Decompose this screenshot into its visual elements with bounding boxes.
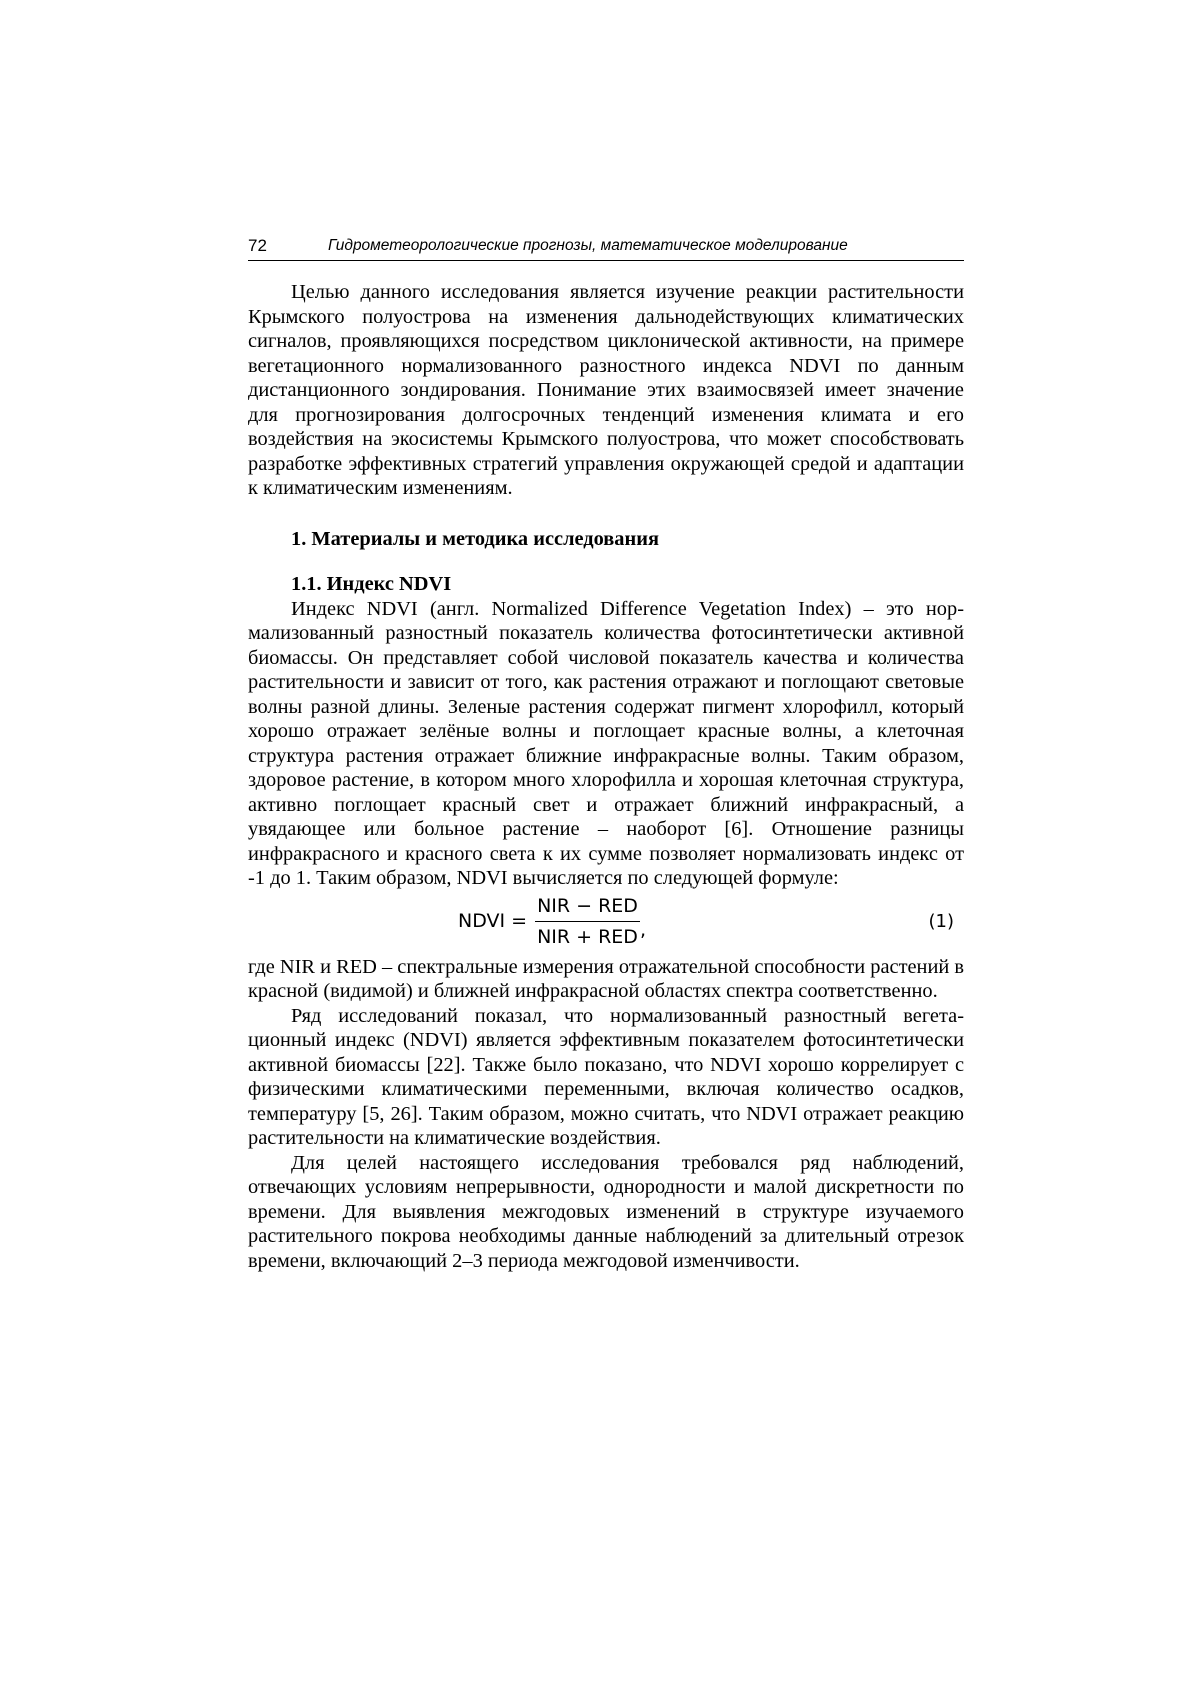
formula-expression xyxy=(458,893,646,951)
page-number: 72 xyxy=(248,236,267,255)
ndvi-formula xyxy=(248,893,964,951)
formula-comma: , xyxy=(639,919,646,941)
journal-title: Гидрометеорологические прогнозы, математическое моделирование xyxy=(328,237,848,254)
data-requirements-paragraph: Для целей настоящего исследования требовался ряд наблюдений, отвечающих условиям непрерывности, однородности и малой дискретности по времени. Для выявления межгодовых изменений в структуре изучаемого растительного покрова необходимы данные наблюдений за длительный отрезок времени, включающий 2–3 периода межгодовой изменчивости. xyxy=(248,1151,964,1272)
formula-explanation-paragraph: где NIR и RED – спектральные измерения отражательной способности растений в красной (видимой) и ближней инфракрасной областях спектра соответственно. xyxy=(248,955,965,1002)
ndvi-definition-paragraph: Индекс NDVI (англ. Normalized Difference Vegetation Index) – это нормализованный разностный показатель количества фотосинтетически активной биомассы. Он представляет собой числовой показатель качества и количества растительности и зависит от того, как растения отражают и поглощают световые волны разной длины. Зеленые растения содержат пигмент хлорофилл, который хорошо отражает зелёные волны и поглощает красные волны, а клеточная структура растения отражает ближние инфракрасные волны. Таким образом, здоровое растение, в котором много хлорофилла и хорошая клеточная структура, активно поглощает красный свет и отражает ближний инфракрасный, а увядающее или больное растение – наоборот [6]. Отношение разницы инфракрасного и красного света к их сумме позволяет нормализовать индекс от -1 до 1. Таким образом, NDVI вычисляется по следующей формуле: xyxy=(248,597,964,889)
formula-lhs: NDVI = xyxy=(458,910,528,933)
running-header xyxy=(248,236,964,261)
equation-number: (1) xyxy=(928,910,954,932)
formula-numerator: NIR − RED xyxy=(537,894,638,917)
ndvi-studies-paragraph: Ряд исследований показал, что нормализованный разностный вегетационный индекс (NDVI) является эффективным показателем фотосинтетически активной биомассы [22]. Также было показано, что NDVI хорошо коррелирует с физическими климатическими переменными, включая количество осадков, температуру [5, 26]. Таким образом, можно считать, что NDVI отражает реакцию растительности на климатические воздействия. xyxy=(248,1004,964,1149)
article-body xyxy=(248,280,964,1273)
formula-fraction xyxy=(535,894,640,950)
intro-paragraph: Целью данного исследования является изучение реакции растительности Крымского полуострова на изменения дальнодействующих климатических сигналов, проявляющихся посредством циклонической активности, на примере вегетационного нормализованного разностного индекса NDVI по данным дистанционного зондирования. Понимание этих взаимосвязей имеет значение для прогнозирования долгосрочных тенденций изменения климата и его воздействия на экосистемы Крымского полуострова, что может способствовать разработке эффективных стратегий управления окружающей средой и адаптации к климатическим изменениям. xyxy=(248,281,964,499)
subsection-heading: 1.1. Индекс NDVI xyxy=(291,573,452,595)
section-heading: 1. Материалы и методика исследования xyxy=(291,527,660,550)
formula-denominator: NIR + RED xyxy=(537,926,638,948)
